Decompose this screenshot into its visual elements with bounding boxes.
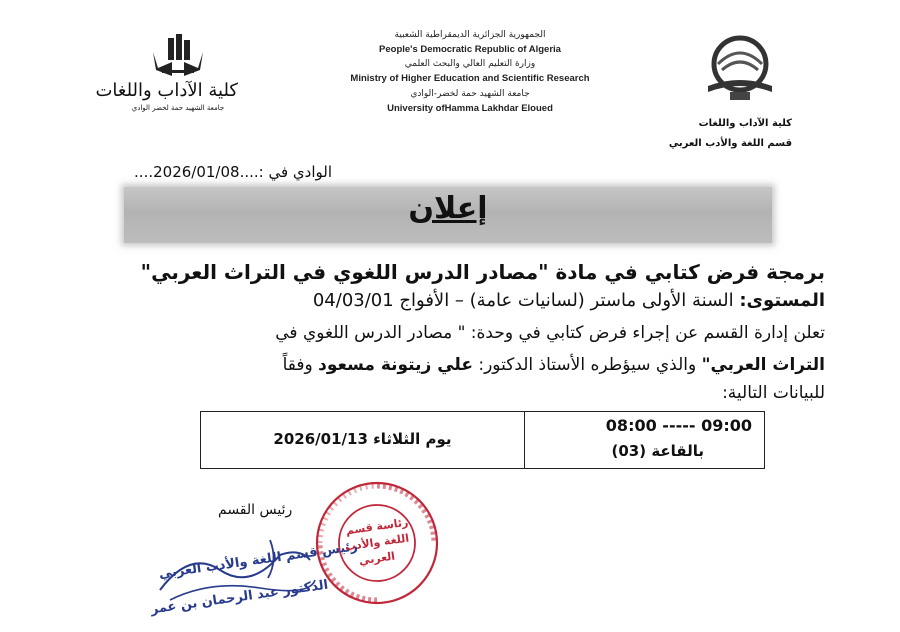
signature-scribble-icon xyxy=(150,530,320,620)
supervisor-label: والذي سيؤطره الأستاذ الدكتور: xyxy=(472,355,702,375)
handwritten-name: الدكتور عبد الرحمان بن عمر xyxy=(149,577,330,618)
schedule-time: 08:00 ----- 09:00 xyxy=(605,416,752,435)
header-ministry-ar: وزارة التعليم العالي والبحث العلمي xyxy=(404,59,536,69)
supervisor-name: علي زيتونة مسعود xyxy=(318,355,473,375)
level-label: المستوى: xyxy=(739,290,825,311)
signature-title: رئيس القسم xyxy=(218,502,293,518)
handwritten-role: رئيس قسم اللغة والأدب العربي xyxy=(157,539,359,582)
faculty-name: كلية الآداب واللغات xyxy=(698,118,792,129)
level-value: السنة الأولى ماستر (لسانيات عامة) – الأفواج 04/03/01 xyxy=(312,290,740,311)
schedule-day-cell xyxy=(201,412,525,468)
body-line-3: تعلن إدارة القسم عن إجراء فرض كتابي في وحدة: " مصادر الدرس اللغوي في xyxy=(275,323,825,343)
subject-tail: التراث العربي" xyxy=(701,355,825,375)
schedule-table xyxy=(200,411,765,469)
body-line-5: للبيانات التالية: xyxy=(722,383,825,403)
stamp-inner-1: رئاسة قسم xyxy=(344,515,410,538)
announcement-title: إعلان xyxy=(408,191,488,226)
department-stamp xyxy=(312,478,442,608)
faculty-logo-subcaption: جامعة الشهيد حمة لخضر الوادي xyxy=(131,104,225,112)
faculty-logo xyxy=(95,30,238,120)
date-line: الوادي في :....2026/01/08.... xyxy=(134,163,332,181)
schedule-time-cell xyxy=(525,412,764,468)
department-name: قسم اللغة والأدب العربي xyxy=(668,138,792,149)
body-line-4 xyxy=(283,355,825,375)
schedule-room: بالقاعة (03) xyxy=(611,442,704,460)
stamp-inner-3: العربي xyxy=(358,549,396,568)
university-logo xyxy=(700,34,780,106)
header-republic-ar: الجمهورية الجزائرية الديمقراطية الشعبية xyxy=(394,30,546,40)
university-emblem-icon xyxy=(700,34,780,106)
faculty-logo-caption: كلية الآداب واللغات xyxy=(95,80,238,101)
header-university-en: University ofHamma Lakhdar Eloued xyxy=(387,103,553,114)
body-line-2 xyxy=(313,290,825,311)
header-ministry-en: Ministry of Higher Education and Scientific Research xyxy=(350,73,590,84)
header-republic-en: People's Democratic Republic of Algeria xyxy=(379,44,561,55)
body-line-1: برمجة فرض كتابي في مادة "مصادر الدرس اللغوي في التراث العربي" xyxy=(140,260,825,284)
header-university-ar: جامعة الشهيد حمة لخضر-الوادي xyxy=(410,89,530,99)
announcement-banner xyxy=(124,187,772,243)
schedule-day: يوم الثلاثاء 2026/01/13 xyxy=(273,430,452,448)
stamp-inner-2: اللغة والأدب xyxy=(344,531,410,554)
according-word: وفقاً xyxy=(282,355,319,375)
